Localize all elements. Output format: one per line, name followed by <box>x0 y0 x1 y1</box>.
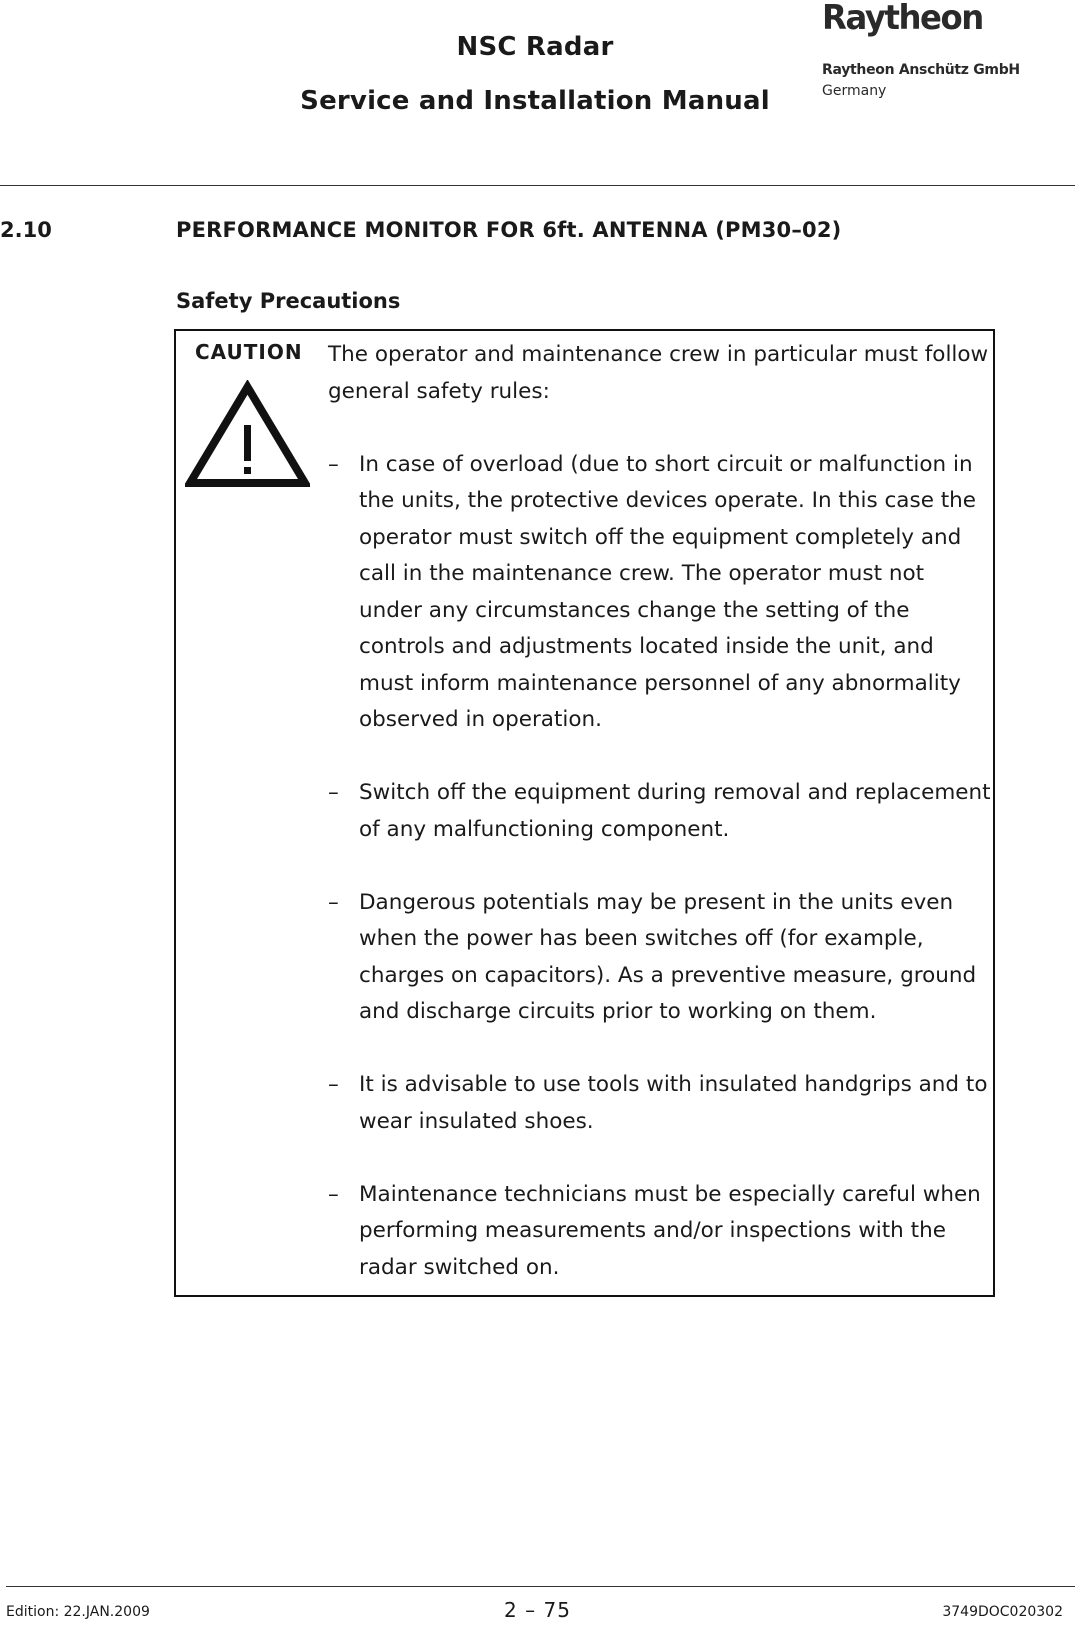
bullet-dash: – <box>328 451 339 477</box>
warning-triangle-icon <box>185 380 310 490</box>
list-item <box>328 1177 993 1287</box>
list-item <box>328 775 993 848</box>
edition-date: Edition: 22.JAN.2009 <box>6 1604 150 1620</box>
footer-divider <box>6 1586 1075 1587</box>
raytheon-logo: Raytheon <box>822 0 983 38</box>
caution-label: CAUTION <box>195 340 303 364</box>
page-number: 2 – 75 <box>504 1598 571 1622</box>
list-item <box>328 885 993 1031</box>
caution-list <box>328 447 993 1287</box>
bullet-dash: – <box>328 780 339 805</box>
bullet-dash: – <box>328 1072 339 1097</box>
caution-intro: The operator and maintenance crew in particular must follow general safety rules: <box>328 342 989 404</box>
company-country: Germany <box>822 83 887 99</box>
header-divider <box>0 185 1075 186</box>
list-item-text: Maintenance technicians must be especially careful when performing measurements and/or inspections with the radar switched on. <box>359 1181 981 1280</box>
list-item-text: Switch off the equipment during removal and replacement of any malfunctioning component. <box>359 780 991 842</box>
section-number: 2.10 <box>0 218 52 242</box>
document-title: NSC Radar <box>456 32 614 62</box>
subsection-title: Safety Precautions <box>176 289 401 313</box>
list-item-text: It is advisable to use tools with insulated handgrips and to wear insulated shoes. <box>359 1072 988 1134</box>
bullet-dash: – <box>328 889 339 915</box>
list-item <box>328 447 993 739</box>
company-name: Raytheon Anschütz GmbH <box>822 62 1020 78</box>
document-subtitle: Service and Installation Manual <box>300 86 770 116</box>
caution-text <box>328 337 993 1286</box>
list-item <box>328 1067 993 1140</box>
document-number: 3749DOC020302 <box>942 1604 1063 1620</box>
section-title: PERFORMANCE MONITOR FOR 6ft. ANTENNA (PM30–02) <box>176 218 842 242</box>
list-item-text: In case of overload (due to short circuit or malfunction in the units, the protective devices operate. In this case the operator must switch off the equipment completely and call in the maintenance crew. The operator must not under any circumstances change the setting of the controls and adjustments located inside the unit, and must inform maintenance personnel of any abnormality observed in operation. <box>359 451 977 732</box>
list-item-text: Dangerous potentials may be present in the units even when the power has been switches off (for example, charges on capacitors). As a preventive measure, ground and discharge circuits prior to working on them. <box>359 889 977 1024</box>
bullet-dash: – <box>328 1181 339 1207</box>
